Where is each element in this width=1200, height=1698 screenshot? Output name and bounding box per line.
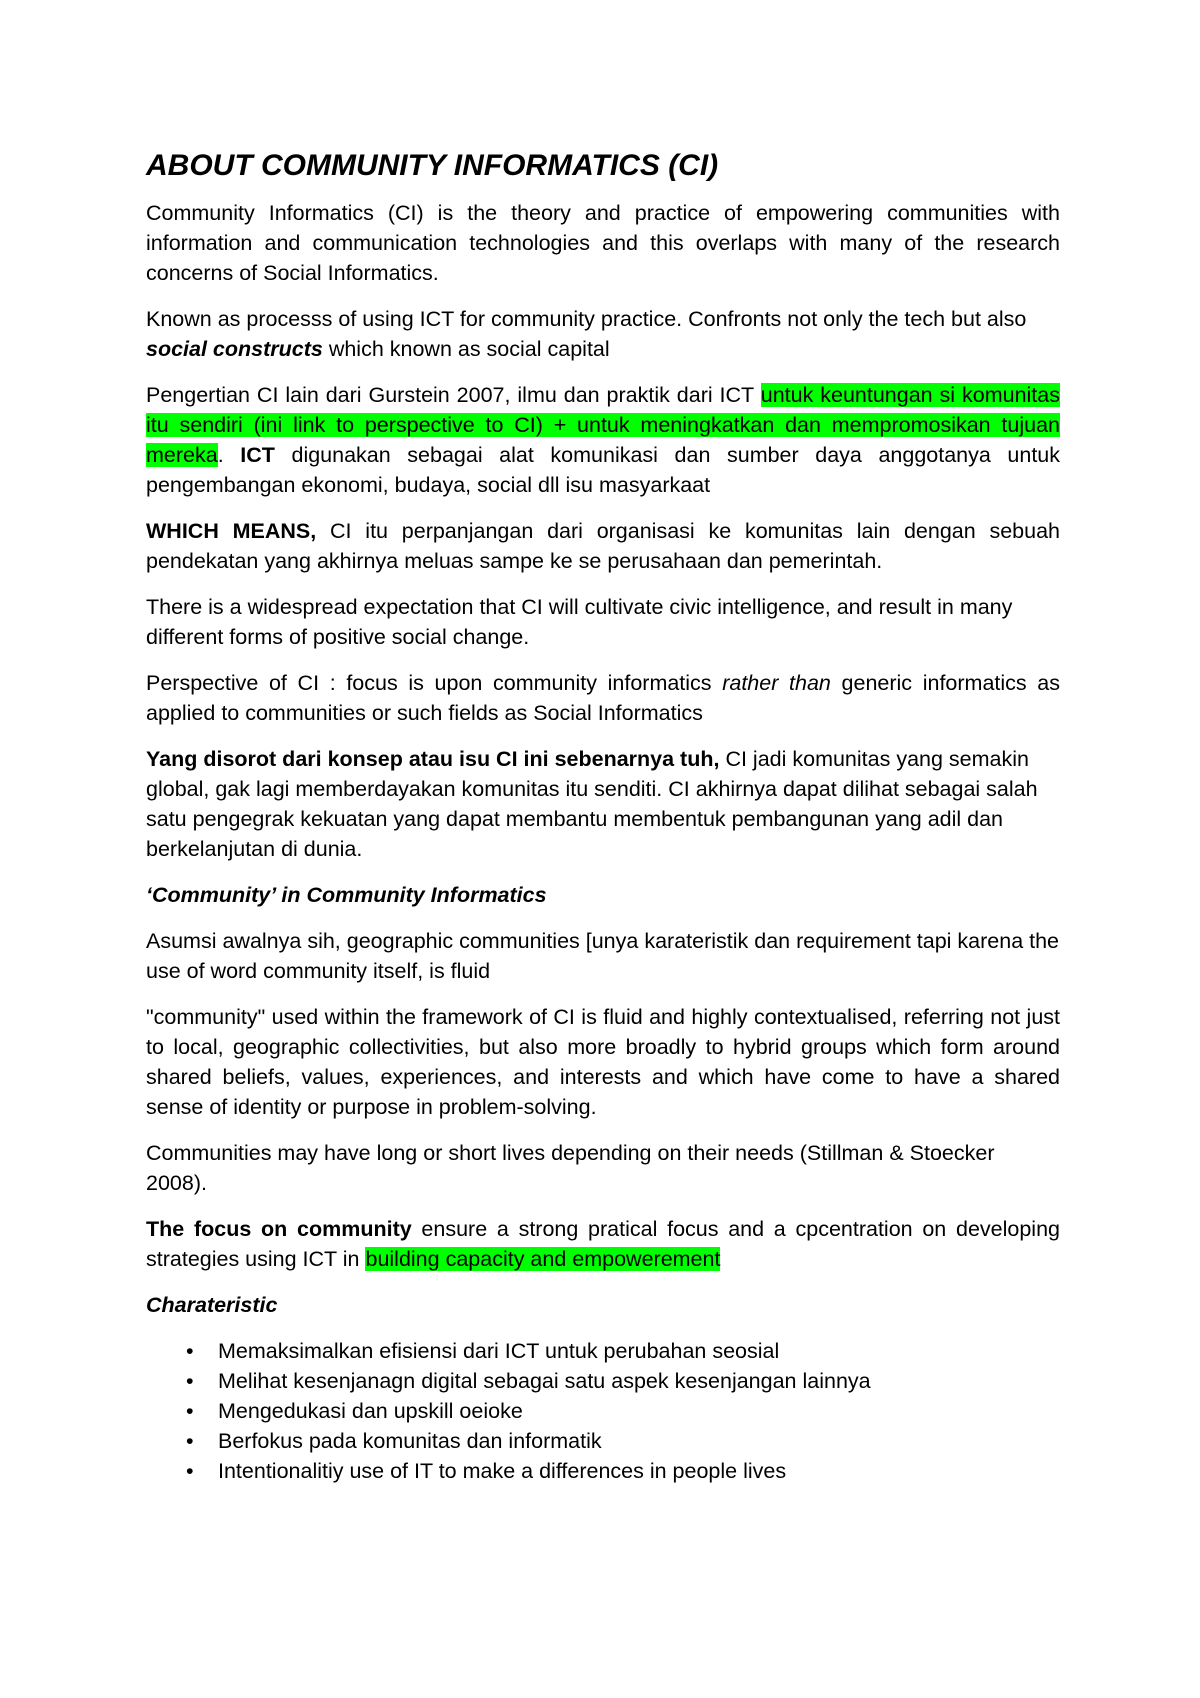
paragraph-asumsi: Asumsi awalnya sih, geographic communities [unya karateristik dan requirement tapi karena the use of word community itself, is fluid — [146, 929, 1060, 983]
list-item — [146, 1426, 1060, 1456]
bold-focus-community: The focus on community — [146, 1217, 412, 1241]
text-segment: digunakan sebagai alat komunikasi dan sumber daya anggotanya untuk pengembangan ekonomi, budaya, social dll isu masyarkaat — [146, 443, 1061, 497]
list-item-text: Mengedukasi dan upskill oeioke — [218, 1399, 523, 1423]
bullet-icon: • — [186, 1339, 194, 1363]
list-item-text: Intentionalitiy use of IT to make a differences in people lives — [218, 1459, 787, 1483]
paragraph-civic-intelligence: There is a widespread expectation that CI will cultivate civic intelligence, and result in many different forms of positive social change. — [146, 595, 1013, 649]
bold-which-means: WHICH MEANS, — [146, 519, 317, 543]
highlighted-text: untuk keuntungan si komunitas itu sendiri (ini link to perspective to CI) + untuk meningkatkan dan mempromosikan tujuan mereka — [146, 383, 1060, 467]
list-item-text: Berfokus pada komunitas dan informatik — [218, 1429, 602, 1453]
bold-disorot: Yang disorot dari konsep atau isu CI ini sebenarnya tuh, — [146, 747, 720, 771]
list-item-text: Melihat kesenjanagn digital sebagai satu aspek kesenjangan lainnya — [218, 1369, 871, 1393]
text-segment: . — [217, 443, 241, 467]
text-segment: CI jadi komunitas yang semakin global, gak lagi memberdayakan komunitas itu senditi. CI akhirnya dapat dilihat sebagai salah satu pengegrak kekuatan yang dapat membantu membentuk pembangunan yang adil dan berkelanjutan di dunia. — [146, 747, 1038, 861]
text-segment: Pengertian CI lain dari Gurstein 2007, ilmu dan praktik dari ICT — [146, 383, 761, 407]
paragraph-which-means — [146, 516, 1060, 576]
paragraph-ict-practice — [146, 304, 1060, 364]
paragraph-perspective — [146, 668, 1060, 728]
list-item — [146, 1396, 1060, 1426]
bullet-icon: • — [186, 1459, 194, 1483]
text-segment: generic informatics as applied to communities or such fields as Social Informatics — [146, 671, 1061, 725]
list-item — [146, 1336, 1060, 1366]
text-segment: Perspective of CI : focus is upon community informatics — [146, 671, 723, 695]
italic-rather-than: rather than — [722, 671, 831, 695]
text-segment: Known as processs of using ICT for community practice. Confronts not only the tech but also — [146, 307, 1027, 331]
emphasis-social-constructs: social constructs — [146, 337, 323, 361]
paragraph-gurstein — [146, 380, 1060, 500]
text-segment: ensure a strong pratical focus and a cpcentration on developing strategies using ICT in — [146, 1217, 1060, 1271]
bullet-icon: • — [186, 1399, 194, 1423]
bullet-icon: • — [186, 1369, 194, 1393]
paragraph-focus-community — [146, 1214, 1060, 1274]
bullet-icon: • — [186, 1429, 194, 1453]
document-title: ABOUT COMMUNITY INFORMATICS (CI) — [146, 149, 719, 182]
paragraph-community-lives: Communities may have long or short lives depending on their needs (Stillman & Stoecker 2008). — [146, 1141, 995, 1195]
list-item-text: Memaksimalkan efisiensi dari ICT untuk perubahan seosial — [218, 1339, 780, 1363]
subheading-community: ‘Community’ in Community Informatics — [146, 883, 547, 907]
paragraph-community-fluid: "community" used within the framework of CI is fluid and highly contextualised, referring not just to local, geographic collectivities, but also more broadly to hybrid groups which form around shared beliefs, values, experiences, and interests and which have come to have a shared sense of identity or purpose in problem-solving. — [146, 1005, 1060, 1119]
paragraph-ci-definition: Community Informatics (CI) is the theory and practice of empowering communities with information and communication technologies and this overlaps with many of the research concerns of Social Informatics. — [146, 201, 1060, 285]
bold-ict: ICT — [240, 443, 275, 467]
list-item — [146, 1456, 1060, 1486]
list-item — [146, 1366, 1060, 1396]
highlighted-text: building capacity and empowerement — [365, 1247, 721, 1271]
text-segment: CI itu perpanjangan dari organisasi ke komunitas lain dengan sebuah pendekatan yang akhirnya meluas sampe ke se perusahaan dan pemerintah. — [146, 519, 1061, 573]
characteristic-list — [146, 1336, 1060, 1486]
subheading-charateristic: Charateristic — [146, 1293, 278, 1317]
paragraph-disorot — [146, 744, 1060, 864]
text-segment: which known as social capital — [322, 337, 610, 361]
